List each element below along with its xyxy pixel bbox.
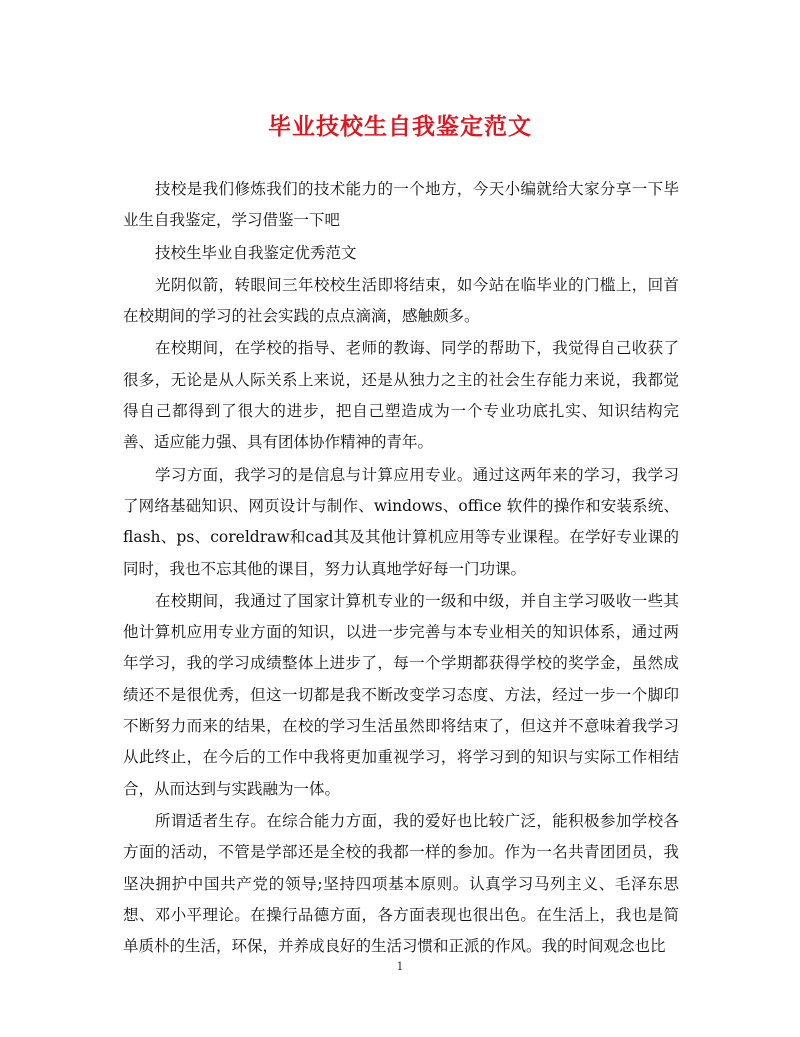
document-body [123, 174, 679, 963]
paragraph-5: 所谓适者生存。在综合能力方面，我的爱好也比较广泛，能积极参加学校各方面的活动，不管是学部还是全校的我都一样的参加。作为一名共青团团员，我坚决拥护中国共产党的领导;坚持四项基本原则。认真学习马列主义、毛泽东思想、邓小平理论。在操行品德方面，各方面表现也很出色。在生活上，我也是简单质朴的生活，环保，并养成良好的生活习惯和正派的作风。我的时间观念也比 [123, 811, 679, 956]
paragraph-intro: 技校是我们修炼我们的技术能力的一个地方，今天小编就给大家分享一下毕业生自我鉴定，学习借鉴一下吧 [123, 180, 679, 230]
paragraph-4: 在校期间，我通过了国家计算机专业的一级和中级，并自主学习吸收一些其他计算机应用专业方面的知识，以进一步完善与本专业相关的知识体系，通过两年学习，我的学习成绩整体上进步了，每一个学期都获得学校的奖学金，虽然成绩还不是很优秀，但这一切都是我不断改变学习态度、方法，经过一步一个脚印不断努力而来的结果，在校的学习生活虽然即将结束了，但这并不意味着我学习从此终止，在今后的工作中我将更加重视学习，将学习到的知识与实际工作相结合，从而达到与实践融为一体。 [123, 591, 679, 798]
page-number: 1 [396, 960, 404, 973]
paragraph-3: 学习方面，我学习的是信息与计算应用专业。通过这两年来的学习，我学习了网络基础知识、网页设计与制作、windows、office 软件的操作和安装系统、flash、ps、coreldraw和cad其及其他计算机应用等专业课程。在学好专业课的同时，我也不忘其他的课目，努力认真地学好每一门功课。 [123, 465, 679, 578]
document-title: 毕业技校生自我鉴定范文 [268, 113, 532, 140]
paragraph-2: 在校期间，在学校的指导、老师的教诲、同学的帮助下，我觉得自己收获了很多，无论是从人际关系上来说，还是从独力之主的社会生存能力来说，我都觉得自己都得到了很大的进步，把自己塑造成为一个专业功底扎实、知识结构完善、适应能力强、具有团体协作精神的青年。 [123, 339, 679, 452]
paragraph-subheading: 技校生毕业自我鉴定优秀范文 [155, 243, 357, 262]
paragraph-1: 光阴似箭，转眼间三年校校生活即将结束，如今站在临毕业的门槛上，回首在校期间的学习的社会实践的点点滴滴，感触颇多。 [123, 275, 679, 326]
